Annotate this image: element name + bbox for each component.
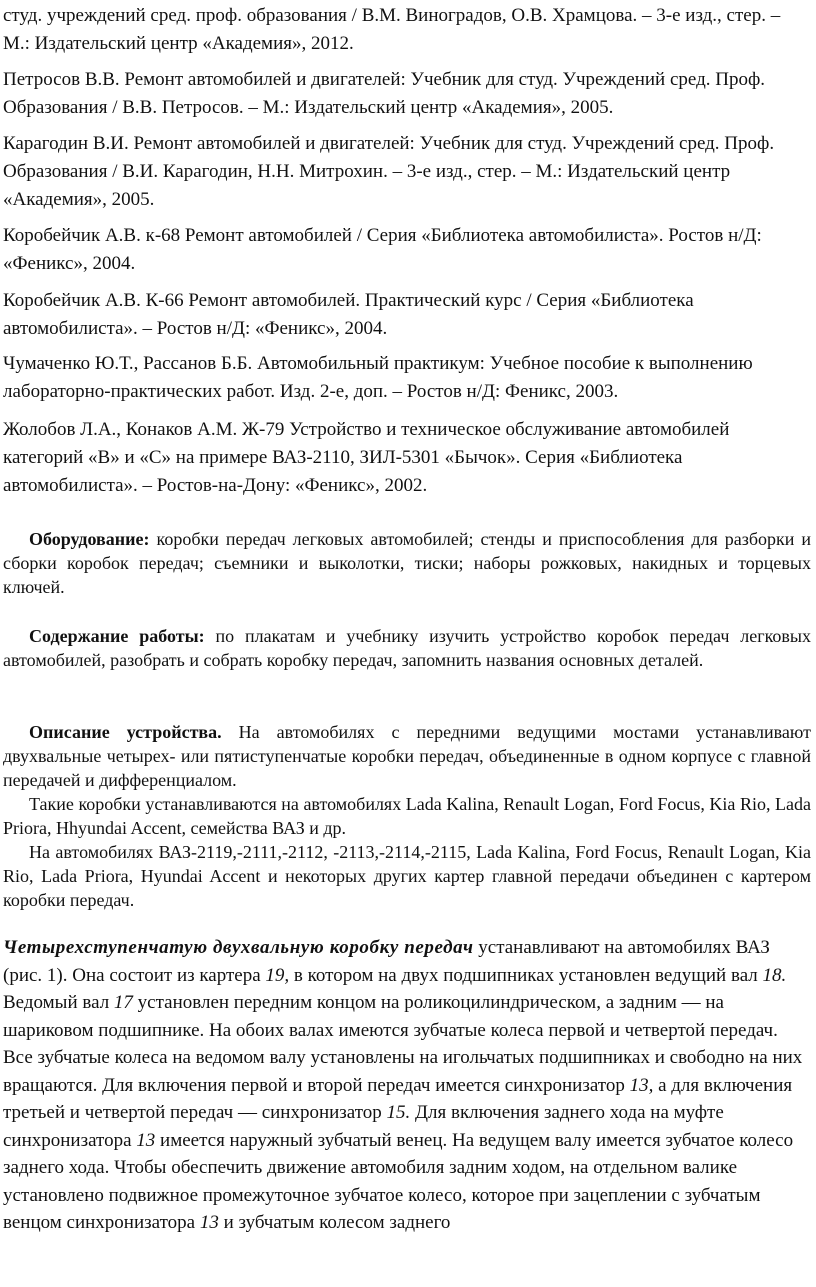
part-number: 13 [136,1129,156,1151]
part-number: 15. [386,1102,411,1123]
content-text: по плакатам и учебнику изучить устройство коробок передач легковых автомобилей, разобрать и собрать коробку передач, запомнить названия основных деталей. [3,626,811,670]
part-number: 18. [762,964,787,986]
description-text: На автомобилях с передними ведущими мостами устанавливают двухвальные четырех- или пятиступенчатые коробки передач, объединенные в одном корпусе с главной передачей и дифференциалом. [3,722,811,790]
description-paragraph: На автомобилях ВАЗ-2119,-2111,-2112, -2113,-2114,-2115, Lada Kalina, Ford Focus, Renault Logan, Kia Rio, Lada Priora, Hyundai Accent и некоторых других картер главной передачи объединен с картером коробки передач. [3,842,811,910]
reference-item: Жолобов Л.А., Конаков А.М. Ж-79 Устройство и техническое обслуживание автомобилей категорий «В» и «С» на примере ВАЗ-2110, ЗИЛ-5301 «Бычок». Серия «Библиотека автомобилиста». – Ростов-на-Дону: «Феникс», 2002. [3,419,730,496]
description-section [3,720,811,912]
content-section [3,624,811,672]
reference-item: Коробейчик А.В. К-66 Ремонт автомобилей. Практический курс / Серия «Библиотека автомобилиста». – Ростов н/Д: «Феникс», 2004. [3,290,694,339]
reference-item: Петросов В.В. Ремонт автомобилей и двигателей: Учебник для студ. Учреждений сред. Проф. Образования / В.В. Петросов. – М.: Издательский центр «Академия», 2005. [3,69,766,118]
reference-item: Карагодин В.И. Ремонт автомобилей и двигателей: Учебник для студ. Учреждений сред. Проф. Образования / В.И. Карагодин, Н.Н. Митрохин. – 3-е изд., стер. – М.: Издательский центр «Академия», 2005. [3,133,775,210]
equipment-section [3,527,811,599]
part-number: 19, [265,964,290,986]
part-number: 17 [113,992,133,1013]
gearbox-title: Четырехступенчатую двухвальную коробку передач [3,937,474,958]
content-label: Содержание работы: [29,626,205,646]
equipment-label: Оборудование: [29,529,150,549]
description-label: Описание устройства. [29,722,222,742]
reference-item: студ. учреждений сред. проф. образования / В.М. Виноградов, О.В. Храмцова. – 3-е изд., стер. – М.: Издательский центр «Академия», 2012. [3,5,781,54]
reference-item: Чумаченко Ю.Т., Рассанов Б.Б. Автомобильный практикум: Учебное пособие к выполнению лабораторно-практических работ. Изд. 2-е, доп. – Ростов н/Д: Феникс, 2003. [3,353,753,402]
part-number: 13, [629,1074,654,1096]
gearbox-section: Четырехступенчатую двухвальную коробку передач устанавливают на автомобилях ВАЗ (рис. 1). Она состоит из картера 19, в котором на двух подшипниках установлен ведущий вал 18. Ведомый вал 17 установлен передним концом на роликоцилиндрическом, а задним — на шариковом подшипнике. На обоих валах имеются зубчатые колеса первой и четвертой передач. Все зубчатые колеса на ведомом валу установлены на игольчатых подшипниках и свободно на них вращаются. Для включения первой и второй передач имеется синхронизатор 13, а для включения третьей и четвертой передач — синхронизатор 15. Для включения заднего хода на муфте синхронизатора 13 имеется наружный зубчатый венец. На ведущем валу имеется зубчатое колесо заднего хода. Чтобы обеспечить движение автомобиля задним ходом, на отдельном валике установлено подвижное промежуточное зубчатое колесо, которое при зацеплении с зубчатым венцом синхронизатора 13 и зубчатым колесом заднего [3,937,803,1233]
description-paragraph: Такие коробки устанавливаются на автомобилях Lada Kalina, Renault Logan, Ford Focus, Kia Rio, Lada Priora, Hhyundai Accent, семейства ВАЗ и др. [3,794,811,838]
reference-item: Коробейчик А.В. к-68 Ремонт автомобилей / Серия «Библиотека автомобилиста». Ростов н/Д: «Феникс», 2004. [3,225,762,274]
equipment-text: коробки передач легковых автомобилей; стенды и приспособления для разборки и сборки коробок передач; съемники и выколотки, тиски; наборы рожковых, накидных и торцевых ключей. [3,529,811,597]
part-number: 13 [199,1212,219,1233]
